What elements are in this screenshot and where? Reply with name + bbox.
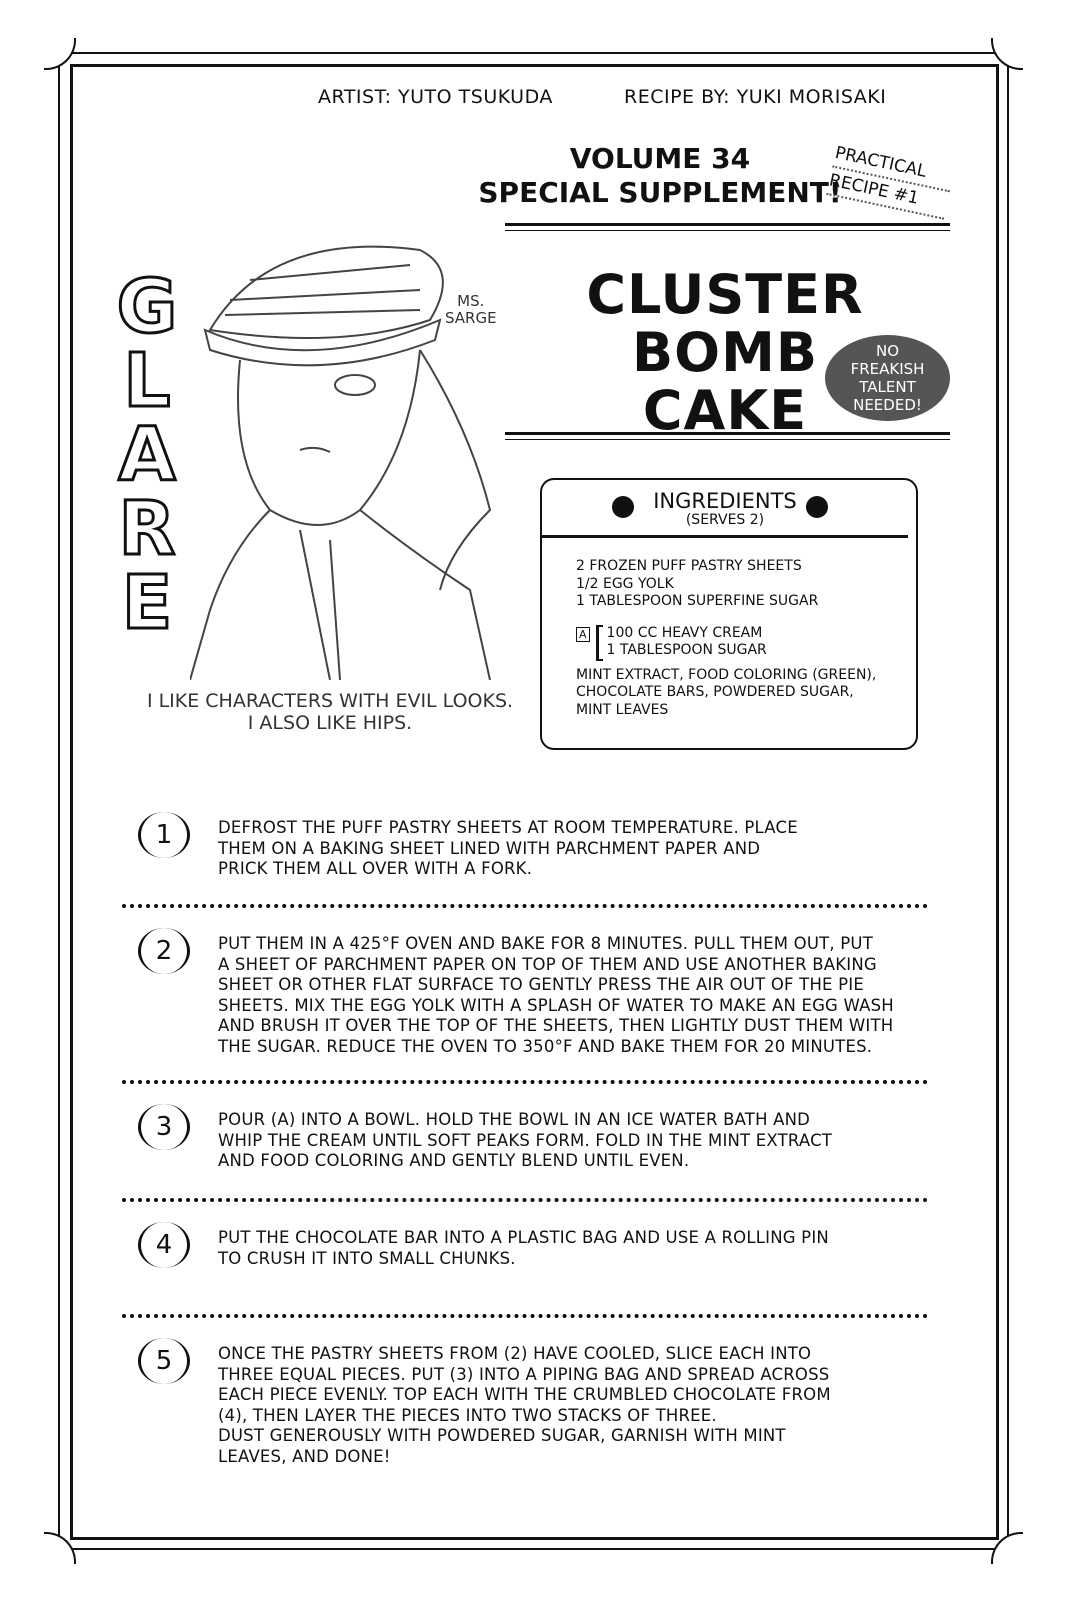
step-line: LEAVES, AND DONE! <box>218 1446 391 1466</box>
ingredients-heading: INGREDIENTS <box>653 489 797 513</box>
ingredients-box <box>540 478 918 750</box>
step-divider <box>122 904 928 908</box>
recipe-credit: RECIPE BY: YUKI MORISAKI <box>624 86 887 108</box>
step-number: 1 <box>138 812 190 858</box>
bullet-icon <box>612 496 634 518</box>
badge-line: TALENT <box>859 378 916 396</box>
step-2 <box>138 934 918 1057</box>
step-line: THE SUGAR. REDUCE THE OVEN TO 350°F AND BAKE THEM FOR 20 MINUTES. <box>218 1036 873 1056</box>
step-line: DUST GENEROUSLY WITH POWDERED SUGAR, GARNISH WITH MINT <box>218 1426 786 1445</box>
step-line: AND BRUSH IT OVER THE TOP OF THE SHEETS, THEN LIGHTLY DUST THEM WITH <box>218 1016 894 1035</box>
badge-line: FREAKISH <box>850 360 925 378</box>
bracket-icon <box>596 625 603 661</box>
step-line: PUT THEM IN A 425°F OVEN AND BAKE FOR 8 MINUTES. PULL THEM OUT, PUT <box>218 934 873 953</box>
step-line: THEM ON A BAKING SHEET LINED WITH PARCHMENT PAPER AND <box>218 838 761 858</box>
glare-sound-effect <box>92 264 202 646</box>
group-label: A <box>576 627 590 642</box>
ingredient-item: MINT EXTRACT, FOOD COLORING (GREEN), <box>576 666 877 683</box>
character-label-line: SARGE <box>445 309 497 327</box>
step-line: EACH PIECE EVENLY. TOP EACH WITH THE CRUMBLED CHOCOLATE FROM <box>218 1385 831 1404</box>
step-divider <box>122 1314 928 1318</box>
step-text <box>218 1344 831 1467</box>
step-text <box>218 1228 829 1269</box>
bullet-icon <box>806 496 828 518</box>
ingredient-item: MINT LEAVES <box>576 701 669 718</box>
step-divider <box>122 1080 928 1084</box>
step-line: THREE EQUAL PIECES. PUT (3) INTO A PIPING BAG AND SPREAD ACROSS <box>218 1364 830 1384</box>
step-line: WHIP THE CREAM UNTIL SOFT PEAKS FORM. FOLD IN THE MINT EXTRACT <box>218 1130 833 1150</box>
title-line-1: CLUSTER BOMB <box>586 263 864 384</box>
step-line: A SHEET OF PARCHMENT PAPER ON TOP OF THEM AND USE ANOTHER BAKING <box>218 954 877 974</box>
ingredient-group-a <box>576 625 916 661</box>
glare-letter: L <box>123 338 171 424</box>
ingredients-list <box>542 538 916 719</box>
step-4 <box>138 1228 918 1269</box>
ingredient-item: 1 TABLESPOON SUPERFINE SUGAR <box>576 593 819 609</box>
step-line: ONCE THE PASTRY SHEETS FROM (2) HAVE COOLED, SLICE EACH INTO <box>218 1344 812 1363</box>
serves-label: (SERVES 2) <box>685 512 765 528</box>
comment-line: I ALSO LIKE HIPS. <box>247 712 413 734</box>
supplement-label: SPECIAL SUPPLEMENT! <box>478 176 842 209</box>
step-text <box>218 934 894 1057</box>
step-5 <box>138 1344 918 1467</box>
title-rule-top <box>505 223 950 231</box>
ingredient-item: 1 TABLESPOON SUGAR <box>606 642 767 658</box>
step-text <box>218 1110 832 1172</box>
step-line: DEFROST THE PUFF PASTRY SHEETS AT ROOM TEMPERATURE. PLACE <box>218 818 798 837</box>
badge-line: NEEDED! <box>853 396 922 414</box>
step-1 <box>138 818 918 880</box>
glare-letter: A <box>118 412 176 498</box>
title-line-2: CAKE <box>642 379 808 442</box>
glare-letter: G <box>116 264 178 350</box>
step-line: AND FOOD COLORING AND GENTLY BLEND UNTIL EVEN. <box>218 1151 690 1170</box>
step-line: SHEETS. MIX THE EGG YOLK WITH A SPLASH OF WATER TO MAKE AN EGG WASH <box>218 995 894 1015</box>
artist-credit: ARTIST: YUTO TSUKUDA <box>318 86 553 108</box>
practical-label: PRACTICAL <box>832 140 955 192</box>
volume-heading <box>470 142 850 210</box>
comment-line: I LIKE CHARACTERS WITH EVIL LOOKS. <box>146 690 514 712</box>
step-text <box>218 818 798 880</box>
step-line: POUR (A) INTO A BOWL. HOLD THE BOWL IN AN ICE WATER BATH AND <box>218 1110 811 1129</box>
character-label <box>445 293 497 327</box>
badge-line: NO <box>875 342 900 360</box>
ingredient-item: 2 FROZEN PUFF PASTRY SHEETS <box>576 558 802 574</box>
ingredient-item: 1/2 EGG YOLK <box>576 575 674 592</box>
volume-label: VOLUME 34 <box>569 142 751 175</box>
character-label-line: MS. <box>457 292 485 310</box>
step-line: (4), THEN LAYER THE PIECES INTO TWO STACKS OF THREE. <box>218 1405 717 1425</box>
step-line: TO CRUSH IT INTO SMALL CHUNKS. <box>218 1248 516 1268</box>
ingredient-item: CHOCOLATE BARS, POWDERED SUGAR, <box>576 684 854 700</box>
step-number: 5 <box>138 1338 190 1384</box>
recipe-number: RECIPE #1 <box>826 167 949 219</box>
step-number: 3 <box>138 1104 190 1150</box>
step-3 <box>138 1110 918 1172</box>
ingredient-item: 100 CC HEAVY CREAM <box>606 624 763 641</box>
title-rule-bottom <box>505 432 950 440</box>
ms-sarge-illustration <box>190 210 510 680</box>
step-number: 2 <box>138 928 190 974</box>
step-line: SHEET OR OTHER FLAT SURFACE TO GENTLY PRESS THE AIR OUT OF THE PIE <box>218 975 864 994</box>
step-line: PRICK THEM ALL OVER WITH A FORK. <box>218 859 533 878</box>
no-talent-badge <box>825 335 950 421</box>
glare-letter: R <box>118 486 176 572</box>
step-divider <box>122 1198 928 1202</box>
artist-comment <box>130 690 530 734</box>
step-line: PUT THE CHOCOLATE BAR INTO A PLASTIC BAG AND USE A ROLLING PIN <box>218 1228 829 1247</box>
step-number: 4 <box>138 1222 190 1268</box>
glare-letter: E <box>121 560 173 646</box>
ingredients-header <box>542 480 908 538</box>
